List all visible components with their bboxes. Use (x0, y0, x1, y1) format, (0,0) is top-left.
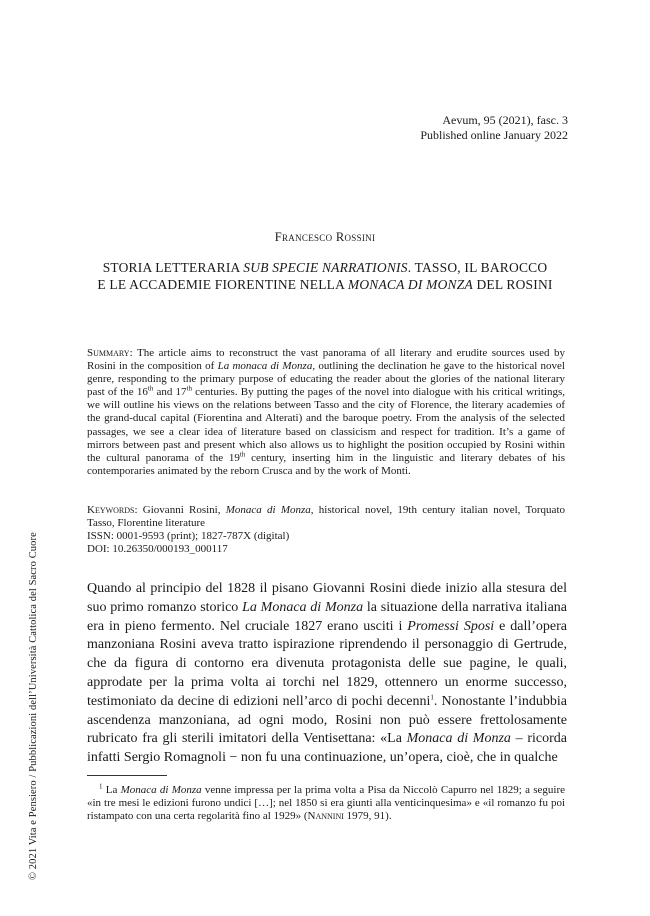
footnote-italic: Monaca di Monza (120, 784, 202, 796)
ordinal-suffix: th (147, 384, 154, 393)
keywords-italic: Monaca di Monza (225, 504, 311, 516)
footnote-ref[interactable]: 1 (430, 693, 434, 702)
body-italic: Monaca di Monza (406, 731, 511, 747)
body-text: e dall’opera manzoniana Rosini aveva tratto ispirazione riprendendo il personaggio di Gertrude, che da figura di contorno era divenuta protagonista delle sue pagine, le quali, approdate per la prima volta ai torchi nel 1829, ottennero un enorme successo, testimoniato da decine di edizioni nell’arco di pochi decenni (87, 618, 568, 709)
body-text: la situazione della narrativa italiana era in pieno fermento. Nel cruciale 1827 erano usciti i (87, 599, 567, 634)
publication-date: Published online January 2022 (420, 128, 568, 142)
body-italic: La Monaca di Monza (242, 599, 364, 615)
footnote-citation: Nannini (307, 810, 344, 823)
body-paragraph (87, 580, 567, 768)
abstract (87, 347, 565, 478)
abstract-text: : The article aims to reconstruct the vast panorama of all literary and erudite sources used by Rosini in the composition of (87, 347, 565, 373)
article-title (60, 259, 590, 293)
ordinal-suffix: th (186, 384, 192, 393)
abstract-italic: La monaca di Monza (217, 360, 313, 373)
body-text: – ricorda infatti Sergio Romagnoli − non fu una continuazione, un’opera, cioè, che in qualche (87, 731, 567, 766)
footnote-divider (87, 775, 167, 776)
body-text: Quando al principio del 1828 il pisano Giovanni Rosini diede inizio alla stesura del suo primo romanzo storico (87, 581, 567, 615)
title-part: . TASSO, IL BAROCCO (407, 260, 548, 275)
abstract-label: Summary (87, 347, 130, 359)
footnote-text: La (102, 784, 121, 796)
footnote-number: 1 (99, 782, 103, 791)
issn: ISSN: 0001-9593 (print); 1827-787X (digital) (87, 530, 290, 542)
doi: DOI: 10.26350/000193_000117 (87, 543, 228, 555)
keywords-text: : Giovanni Rosini, (134, 504, 226, 516)
title-part: DEL ROSINI (472, 277, 553, 292)
footnote-text: 1979, 91). (343, 810, 392, 823)
journal-header (420, 113, 568, 143)
title-italic: MONACA DI MONZA (347, 277, 473, 292)
ordinal-suffix: th (239, 450, 246, 459)
abstract-text: century, inserting him in the linguistic and literary debates of his contemporaries animated by the reborn Crusca and by the work of Monti. (87, 451, 565, 477)
title-part: STORIA LETTERARIA (102, 260, 244, 275)
title-italic: SUB SPECIE NARRATIONIS (243, 260, 408, 275)
abstract-text: and 17 (153, 386, 187, 399)
identifiers (87, 530, 289, 556)
body-text: . Nonostante l’indubbia ascendenza manzoniana, ad ogni modo, Rosini non può essere frettolosamente rubricato fra gli sterili imitatori della Ventisettana: «La (87, 693, 567, 747)
copyright-notice: © 2021 Vita e Pensiero / Pubblicazioni dell’Università Cattolica del Sacro Cuore (28, 532, 39, 880)
footnote (87, 784, 565, 823)
author-name: Francesco Rossini (274, 230, 376, 244)
journal-issue: Aevum, 95 (2021), fasc. 3 (442, 113, 568, 127)
footnote-text: venne impressa per la prima volta a Pisa da Niccolò Capurro nel 1829; a seguire «in tre mesi le edizioni furono undici […]; nel 1850 si era giunti alla venticinquesima» e «il romanzo fu poi ristampato con una certa regolarità fino al 1929» ( (87, 784, 565, 823)
title-part: E LE ACCADEMIE FIORENTINE NELLA (97, 277, 348, 292)
keywords-label: Keywords (87, 504, 135, 516)
keywords (87, 504, 565, 530)
abstract-text: , outlining the declination he gave to the historical novel genre, responding to the primary purpose of educating the reader about the glories of the national literary past of the 16 (87, 360, 565, 399)
abstract-text: centuries. By putting the pages of the novel into dialogue with his critical writings, we will outline his views on the relations between Tasso and the city of Florence, the literary academies of the grand-ducal capital (Fiorentina and Alterati) and the baroque poetry. From the analysis of the selected passages, we see a clear idea of literature based on classicism and respect for tradition. It’s a game of mirrors between past and present which also allows us to highlight the position occupied by Rosini within the cultural panorama of the 19 (87, 386, 565, 464)
keywords-text: , historical novel, 19th century italian novel, Torquato Tasso, Florentine literature (87, 504, 565, 530)
body-italic: Promessi Sposi (407, 618, 495, 634)
